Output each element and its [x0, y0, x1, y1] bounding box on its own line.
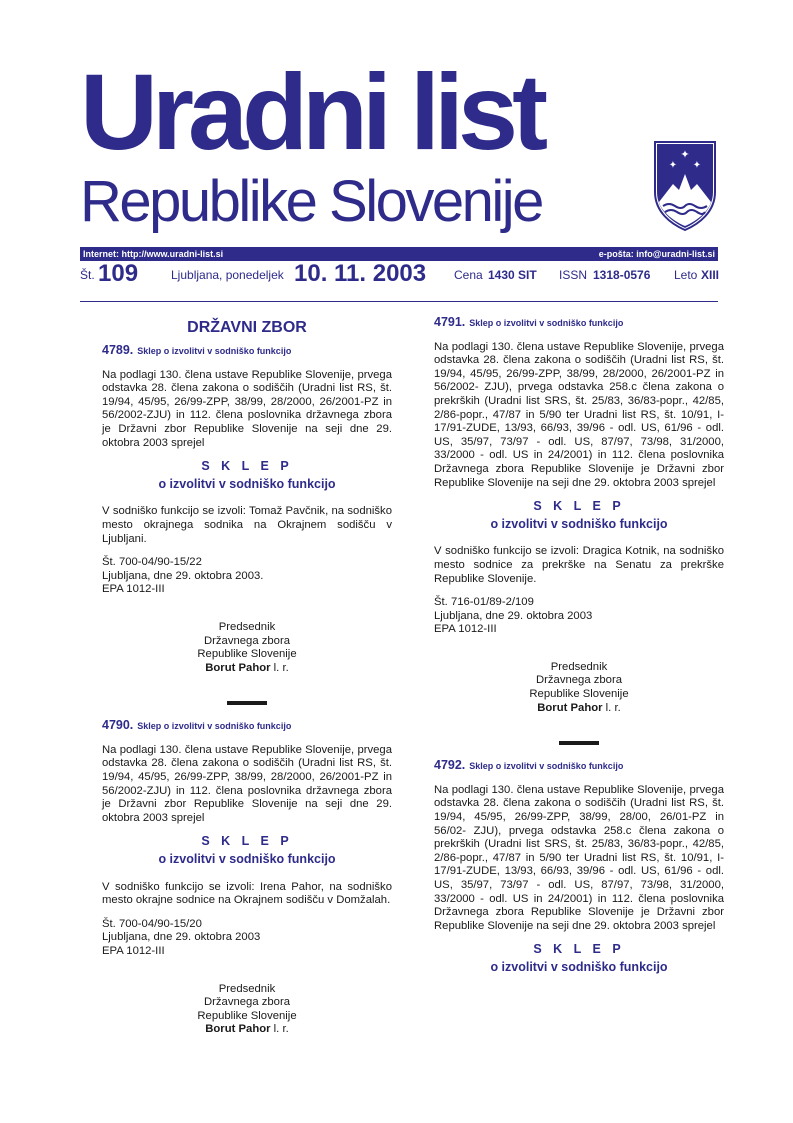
act-decision: V sodniško funkcijo se izvoli: Tomaž Pavčnik, na sodniško mesto okrajnega sodnika na Okrajnem sodišču v Ljubljani.	[102, 505, 392, 545]
ref-date: Ljubljana, dne 29. oktobra 2003.	[102, 569, 264, 582]
price-value: 1430 SIT	[488, 268, 537, 282]
act-heading	[102, 719, 392, 734]
act-title: Sklep o izvolitvi v sodniško funkcijo	[469, 761, 624, 772]
sign-role: Predsednik	[218, 982, 276, 995]
act-4791	[434, 316, 724, 715]
svg-text:✦: ✦	[668, 160, 678, 171]
sign-suffix: l. r.	[270, 661, 289, 674]
act-title: Sklep o izvolitvi v sodniško funkcijo	[137, 721, 292, 732]
sign-role: Republike Slovenije	[529, 688, 629, 701]
issn-value: 1318-0576	[593, 268, 651, 282]
sign-role: Republike Slovenije	[197, 648, 297, 661]
signature-block	[102, 983, 392, 1037]
sign-suffix: l. r.	[270, 1023, 289, 1036]
left-column	[102, 316, 392, 1063]
ref-epa: EPA 1012-III	[102, 945, 165, 957]
act-heading	[434, 316, 724, 331]
act-preamble: Na podlagi 130. člena ustave Republike Slovenije, prvega odstavka 28. člena zakona o sodiščih (Uradni list RS, št. 19/94, 45/95, 26/99-ZPP, 38/99, 28/2000, 26/2001-PZ in 56/2002-ZJU) in 112. člena poslovnika državnega zbora je Državni zbor Republike Slovenije na seji dne 29. oktobra 2003 sprejel	[102, 743, 392, 824]
coat-of-arms-icon	[651, 140, 719, 232]
act-number: 4789.	[102, 343, 134, 357]
sign-role: Predsednik	[550, 660, 608, 673]
internet-link[interactable]: Internet: http://www.uradni-list.si	[83, 249, 224, 259]
price-label: Cena	[454, 268, 483, 282]
act-preamble: Na podlagi 130. člena ustave Republike Slovenije, prvega odstavka 28. člena zakona o sodiščih (Uradni list RS, št. 19/94, 45/95, 26/99-ZPP, 38/99, 28/2000, 26/2001-PZ in 56/2002-ZJU) in 112. člena poslovnika državnega zbora je Državni zbor Republike Slovenije na seji dne 29. oktobra 2003 sprejel	[102, 368, 392, 449]
act-4792	[434, 759, 724, 974]
act-reference	[102, 918, 392, 959]
sign-name: Borut Pahor	[205, 661, 271, 674]
act-preamble: Na podlagi 130. člena ustave Republike Slovenije, prvega odstavka 28. člena zakona o sodiščih (Uradni list RS, št. 19/94, 45/95, 26/99-ZPP, 38/99, 28/2000, 26/2001-PZ in 56/2002- ZJU), prvega odstavka 258.c člena zakona o prekrških (Uradni list SRS, št. 25/83, 36/83-popr., 42/85, 2/86-popr., 47/87 in 5/90 ter Uradni list RS, št. 10/91, I-17/91-ZUDE, 13/93, 66/93, 39/96 - odl. US, 61/96 - odl. US, 35/97, 73/97 - odl. US, 87/97, 73/98, 31/2000, 33/2000 - odl. US in 24/2001) in 112. člena poslovnika Državnega zbora Republike Slovenije je Državni zbor Republike Slovenije na seji dne 29. oktobra 2003 sprejel	[434, 340, 724, 489]
sign-role: Predsednik	[218, 620, 276, 633]
sign-role: Državnega zbora	[535, 674, 623, 687]
sklep-subheading: o izvolitvi v sodniško funkcijo	[490, 959, 668, 974]
ref-epa: EPA 1012-III	[102, 583, 165, 596]
act-reference	[102, 556, 392, 597]
act-number: 4792.	[434, 758, 466, 773]
right-column	[434, 316, 724, 989]
issn-label: ISSN	[559, 268, 588, 282]
sign-name: Borut Pahor	[537, 701, 603, 714]
issue-date: 10. 11. 2003	[294, 260, 427, 287]
section-heading: DRŽAVNI ZBOR	[187, 319, 307, 336]
sklep-heading: S K L E P	[533, 499, 625, 514]
masthead-title: Uradni list	[80, 51, 543, 172]
act-heading	[102, 344, 392, 359]
svg-text:✦: ✦	[692, 160, 702, 171]
act-4789	[102, 344, 392, 675]
sign-name: Borut Pahor	[205, 1023, 271, 1036]
signature-block	[102, 621, 392, 675]
masthead-rule	[80, 301, 718, 302]
ref-number: Št. 700-04/90-15/22	[102, 556, 202, 569]
issue-place-day: Ljubljana, ponedeljek	[171, 268, 284, 282]
ref-date: Ljubljana, dne 29. oktobra 2003	[434, 609, 593, 622]
masthead-subtitle: Republike Slovenije	[80, 169, 542, 234]
sklep-subheading: o izvolitvi v sodniško funkcijo	[158, 476, 336, 491]
issue-number: 109	[98, 260, 139, 287]
ref-epa: EPA 1012-III	[434, 623, 497, 636]
ref-number: Št. 716-01/89-2/109	[434, 596, 534, 609]
sign-role: Državnega zbora	[203, 996, 291, 1009]
act-decision: V sodniško funkcijo se izvoli: Dragica Kotnik, na sodniško mesto sodnice za prekrške na Senatu za prekrške Republike Slovenije.	[434, 545, 724, 585]
issue-number-label: Št.	[80, 268, 95, 282]
act-separator	[559, 741, 599, 745]
sign-suffix: l. r.	[602, 701, 621, 714]
sign-role: Republike Slovenije	[197, 1009, 297, 1022]
act-heading	[434, 759, 724, 774]
issue-line	[80, 262, 718, 296]
act-title: Sklep o izvolitvi v sodniško funkcijo	[137, 346, 292, 356]
sklep-heading: S K L E P	[201, 459, 293, 474]
svg-text:✦: ✦	[680, 148, 690, 161]
year-value: XIII	[701, 268, 720, 282]
masthead-contact-bar	[80, 247, 718, 261]
sklep-subheading: o izvolitvi v sodniško funkcijo	[158, 852, 336, 867]
act-title: Sklep o izvolitvi v sodniško funkcijo	[469, 318, 624, 328]
sklep-subheading: o izvolitvi v sodniško funkcijo	[490, 516, 668, 531]
act-decision: V sodniško funkcijo se izvoli: Irena Pahor, na sodniško mesto okrajne sodnice na Okrajnem sodišču v Domžalah.	[102, 880, 392, 907]
sklep-heading: S K L E P	[201, 834, 293, 849]
sklep-heading: S K L E P	[533, 942, 625, 957]
ref-number: Št. 700-04/90-15/20	[102, 917, 202, 930]
ref-date: Ljubljana, dne 29. oktobra 2003	[102, 931, 261, 944]
email-link[interactable]: e-pošta: info@uradni-list.si	[598, 249, 715, 259]
year-label: Leto	[674, 268, 698, 282]
signature-block	[434, 661, 724, 715]
act-preamble: Na podlagi 130. člena ustave Republike Slovenije, prvega odstavka 28. člena zakona o sodiščih (Uradni list RS, št. 19/94, 45/95, 26/99-ZPP, 38/99, 28/00, 26/01-PZ in 56/02- ZJU), prvega odstavka 258.c člena zakona o prekrških (Uradni list SRS, št. 25/83, 36/83-popr., 42/85, 2/86-popr., 47/87 in 5/90 ter Uradni list RS, št. 10/91, I-17/91-ZUDE, 13/93, 66/93, 39/96 - odl. US, 61/96 - odl. US, 35/97, 73/97 - odl. US, 87/97, 73/98, 31/2000, 33/2000 - odl. US in 24/2001) in 112. člena poslovnika Državnega zbora Republike Slovenije je Državni zbor Republike Slovenije na seji dne 29. oktobra 2003 sprejel	[434, 783, 724, 932]
act-number: 4791.	[434, 315, 466, 329]
act-number: 4790.	[102, 718, 134, 733]
act-4790	[102, 719, 392, 1037]
act-separator	[227, 701, 267, 705]
sign-role: Državnega zbora	[203, 634, 291, 647]
act-reference	[434, 596, 724, 637]
